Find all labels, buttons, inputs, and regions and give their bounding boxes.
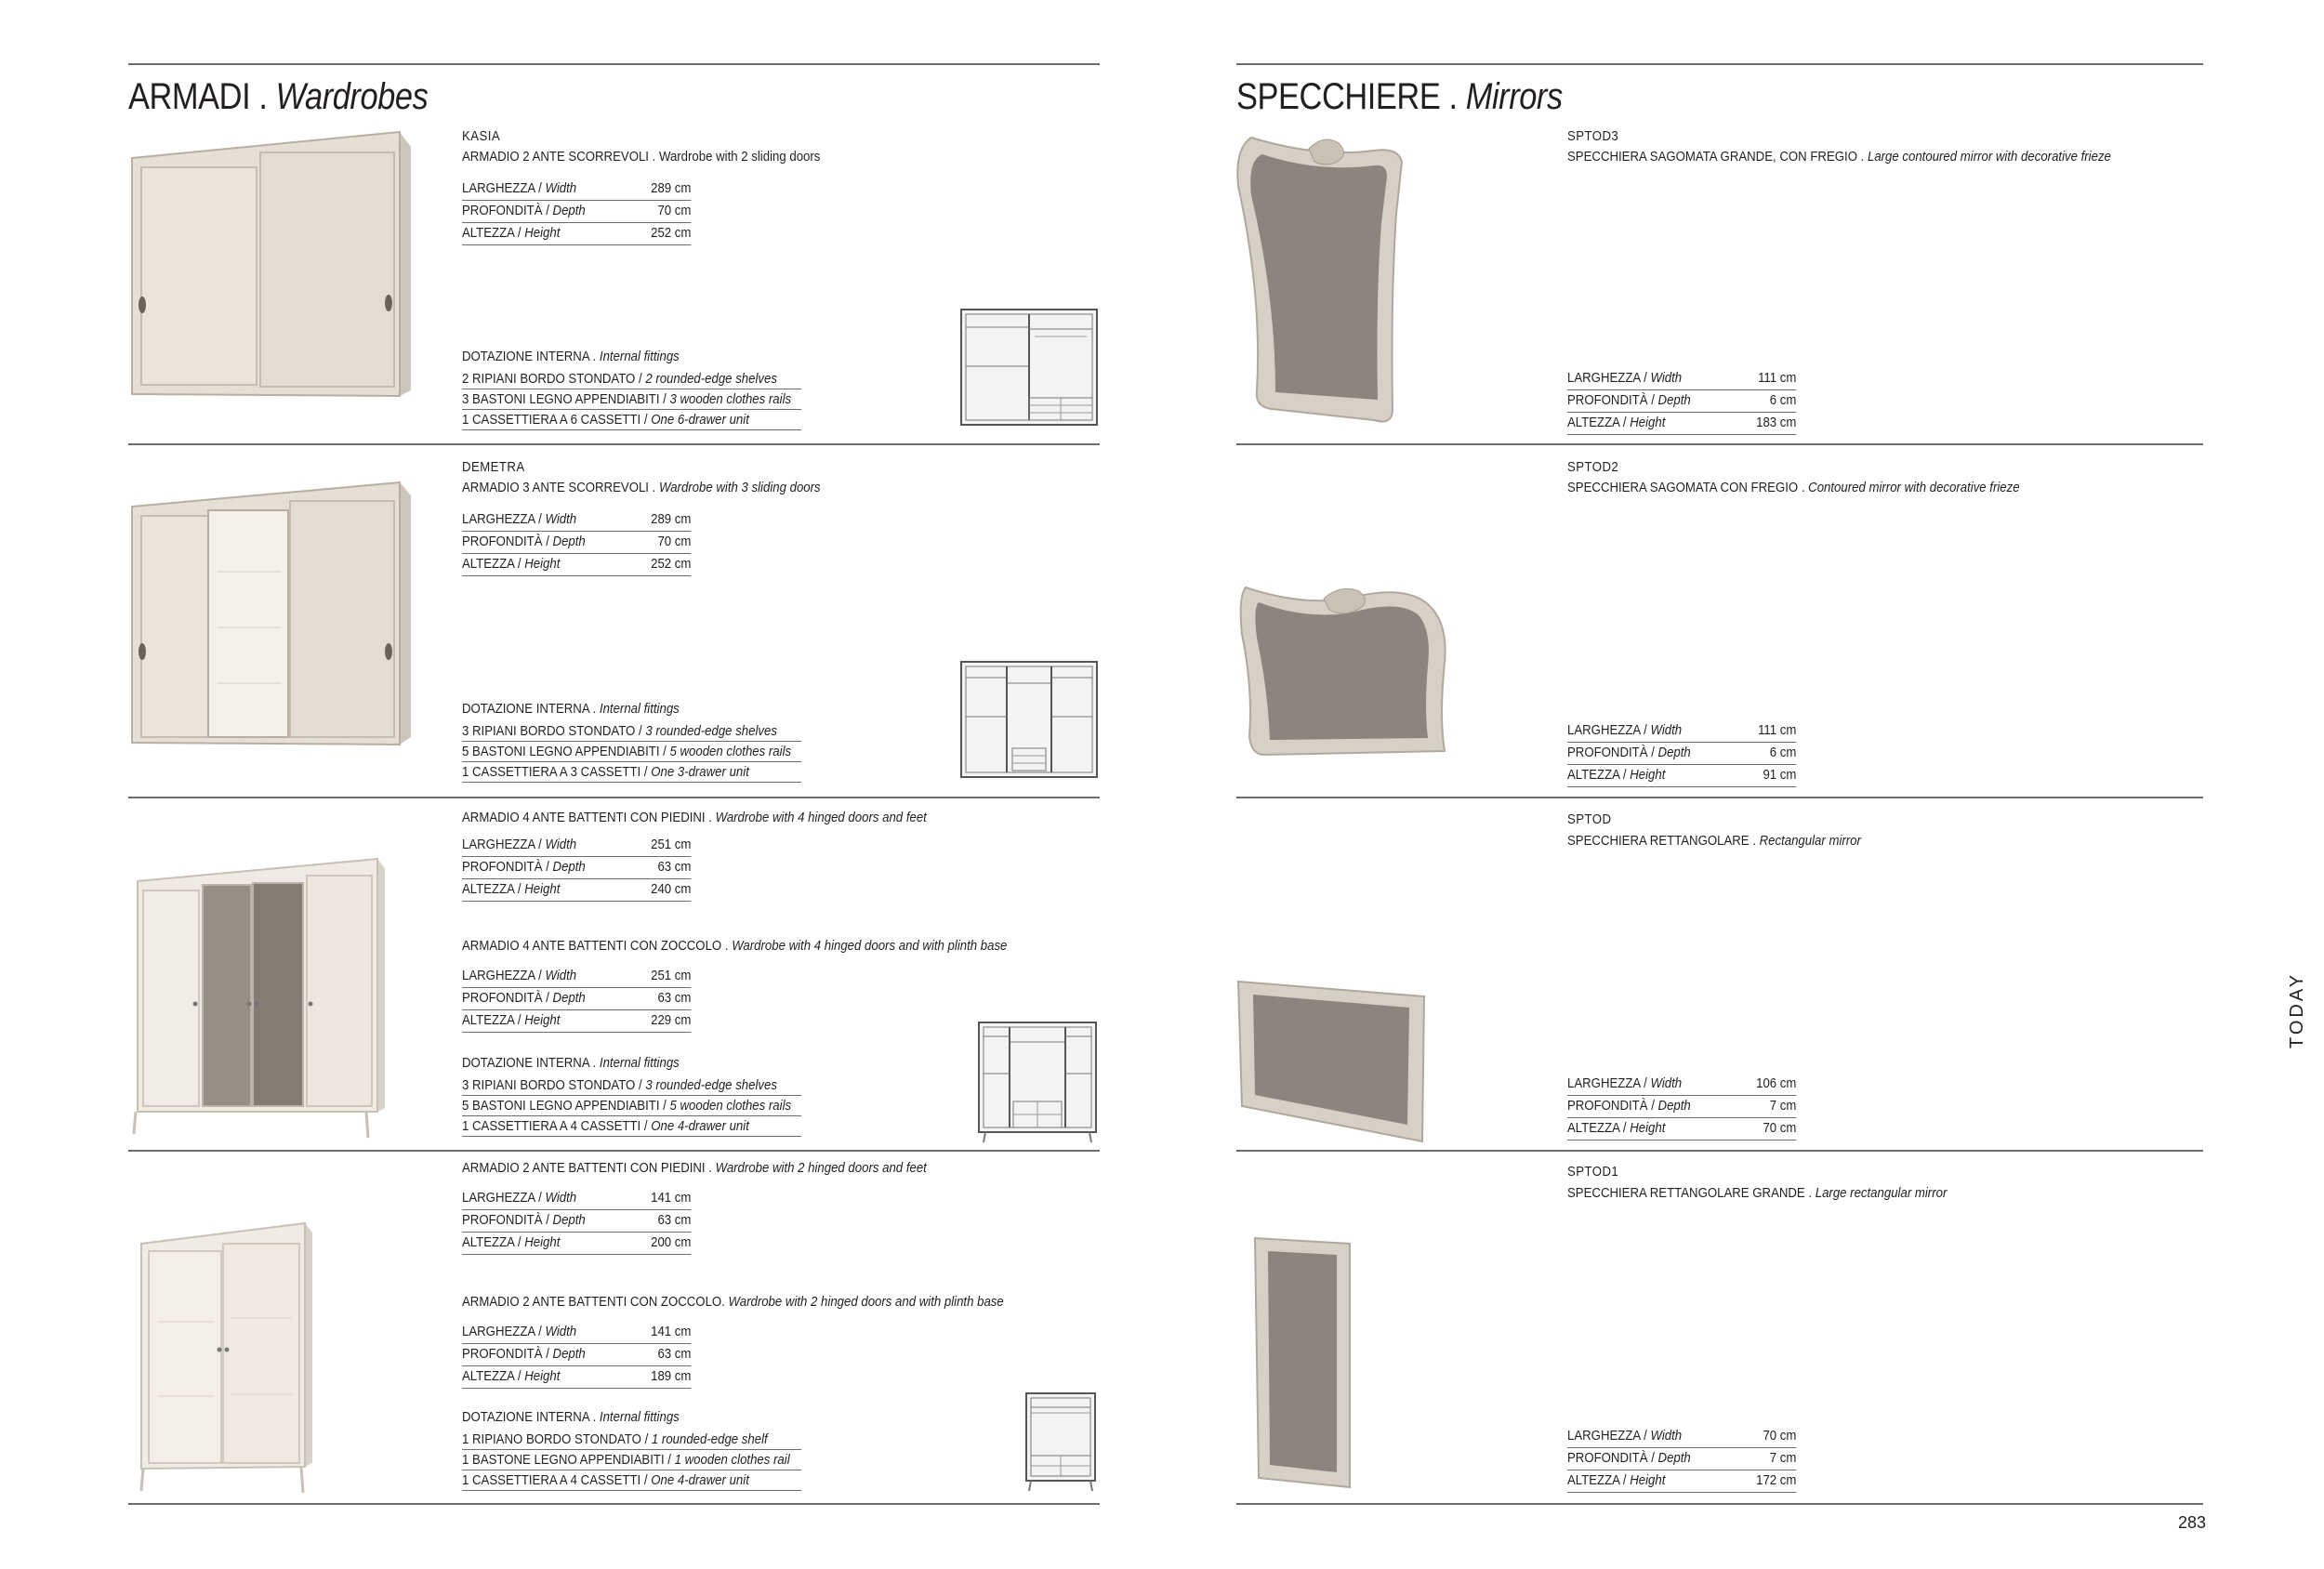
page-number: 283 [2178,1513,2207,1532]
depth-row: PROFONDITÀ / Depth 63 cm [462,988,691,1010]
width-row: LARGHEZZA / Width 289 cm [462,509,691,532]
sptod2-mirror-image [1236,578,1450,762]
width-row: LARGHEZZA / Width 141 cm [462,1188,691,1210]
demetra-dimensions [462,509,691,576]
kasia-fittings [462,345,801,430]
sptod1-description: SPECCHIERA RETTANGOLARE GRANDE . Large rectangular mirror [1567,1185,1948,1201]
height-row: ALTEZZA / Height 91 cm [1567,765,1796,787]
fitting-item: 5 BASTONI LEGNO APPENDIABITI / 5 wooden clothes rails [462,742,801,762]
fitting-item: 3 BASTONI LEGNO APPENDIABITI / 3 wooden clothes rails [462,389,801,410]
fitting-item: 3 RIPIANI BORDO STONDATO / 3 rounded-edge shelves [462,1075,801,1096]
fittings-heading: DOTAZIONE INTERNA . Internal fittings [462,701,680,717]
depth-row: PROFONDITÀ / Depth 70 cm [462,201,691,223]
fitting-item: 1 CASSETTIERA A 4 CASSETTI / One 4-drawer unit [462,1470,801,1491]
width-row: LARGHEZZA / Width 289 cm [462,178,691,201]
sptod2-description: SPECCHIERA SAGOMATA CON FREGIO . Contoured mirror with decorative frieze [1567,480,2020,495]
height-row: ALTEZZA / Height 172 cm [1567,1470,1796,1493]
two-door-interior-diagram [1025,1392,1096,1493]
fitting-item: 1 CASSETTIERA A 4 CASSETTI / One 4-drawer unit [462,1116,801,1137]
fitting-item: 2 RIPIANI BORDO STONDATO / 2 rounded-edge shelves [462,369,801,389]
fittings-heading: DOTAZIONE INTERNA . Internal fittings [462,1055,680,1071]
mirrors-title: SPECCHIERE . Mirrors [1236,76,1563,117]
demetra-fittings [462,697,801,783]
four-door-fittings [462,1051,801,1137]
height-row: ALTEZZA / Height 229 cm [462,1010,691,1033]
depth-row: PROFONDITÀ / Depth 70 cm [462,532,691,554]
demetra-wardrobe-image [128,479,412,748]
height-row: ALTEZZA / Height 252 cm [462,223,691,245]
wardrobe-divider-3 [128,1150,1100,1152]
sptod-code: SPTOD [1567,811,1612,827]
sptod-description: SPECCHIERA RETTANGOLARE . Rectangular mirror [1567,833,1861,849]
width-row: LARGHEZZA / Width 111 cm [1567,368,1796,390]
kasia-code: KASIA [462,128,501,144]
demetra-interior-diagram [960,661,1098,778]
demetra-code: DEMETRA [462,459,525,475]
mirror-divider-3 [1236,1150,2203,1152]
sptod3-mirror-image [1235,130,1409,437]
depth-row: PROFONDITÀ / Depth 63 cm [462,857,691,879]
mirror-divider-2 [1236,797,2203,798]
sptod2-dimensions [1567,720,1796,787]
kasia-dimensions [462,178,691,245]
four-door-plinth-dimensions [462,966,691,1033]
depth-row: PROFONDITÀ / Depth 7 cm [1567,1448,1796,1470]
collection-side-label: TODAY [2287,971,2307,1048]
height-row: ALTEZZA / Height 183 cm [1567,413,1796,435]
top-rule-right [1236,63,2203,65]
width-row: LARGHEZZA / Width 111 cm [1567,720,1796,743]
sptod1-mirror-image [1251,1234,1355,1491]
sptod-mirror-image [1235,978,1430,1145]
fitting-item: 5 BASTONI LEGNO APPENDIABITI / 5 wooden clothes rails [462,1096,801,1116]
demetra-description: ARMADIO 3 ANTE SCORREVOLI . Wardrobe with 3 sliding doors [462,480,821,495]
fitting-item: 3 RIPIANI BORDO STONDATO / 3 rounded-edge shelves [462,721,801,742]
kasia-description: ARMADIO 2 ANTE SCORREVOLI . Wardrobe with 2 sliding doors [462,149,821,165]
wardrobes-title: ARMADI . Wardrobes [128,76,429,117]
kasia-wardrobe-image [128,128,412,398]
wardrobe-divider-2 [128,797,1100,798]
width-row: LARGHEZZA / Width 70 cm [1567,1426,1796,1448]
sptod2-code: SPTOD2 [1567,459,1619,475]
width-row: LARGHEZZA / Width 251 cm [462,966,691,988]
sptod1-code: SPTOD1 [1567,1164,1619,1180]
two-door-plinth-description: ARMADIO 2 ANTE BATTENTI CON ZOCCOLO. Wardrobe with 2 hinged doors and with plinth base [462,1294,1004,1310]
four-door-interior-diagram [978,1022,1097,1144]
fittings-heading: DOTAZIONE INTERNA . Internal fittings [462,349,680,364]
kasia-interior-diagram [960,309,1098,426]
sptod-dimensions [1567,1074,1796,1140]
top-rule-left [128,63,1100,65]
four-door-plinth-description: ARMADIO 4 ANTE BATTENTI CON ZOCCOLO . Wardrobe with 4 hinged doors and with plinth base [462,938,1008,954]
sptod1-dimensions [1567,1426,1796,1493]
height-row: ALTEZZA / Height 70 cm [1567,1118,1796,1140]
height-row: ALTEZZA / Height 240 cm [462,879,691,902]
two-door-wardrobe-image [138,1220,319,1498]
depth-row: PROFONDITÀ / Depth 6 cm [1567,743,1796,765]
width-row: LARGHEZZA / Width 251 cm [462,835,691,857]
depth-row: PROFONDITÀ / Depth 63 cm [462,1344,691,1366]
two-door-plinth-dimensions [462,1322,691,1389]
four-door-feet-description: ARMADIO 4 ANTE BATTENTI CON PIEDINI . Wardrobe with 4 hinged doors and feet [462,810,927,825]
mirror-divider-1 [1236,443,2203,445]
fitting-item: 1 RIPIANO BORDO STONDATO / 1 rounded-edge shelf [462,1430,801,1450]
wardrobe-divider-1 [128,443,1100,445]
fitting-item: 1 CASSETTIERA A 3 CASSETTI / One 3-drawer unit [462,762,801,783]
height-row: ALTEZZA / Height 252 cm [462,554,691,576]
depth-row: PROFONDITÀ / Depth 6 cm [1567,390,1796,413]
mirror-divider-bottom [1236,1503,2203,1505]
height-row: ALTEZZA / Height 189 cm [462,1366,691,1389]
sptod3-code: SPTOD3 [1567,128,1619,144]
four-door-wardrobe-image [132,855,397,1139]
fittings-heading: DOTAZIONE INTERNA . Internal fittings [462,1409,680,1425]
two-door-feet-description: ARMADIO 2 ANTE BATTENTI CON PIEDINI . Wardrobe with 2 hinged doors and feet [462,1160,927,1176]
sptod3-description: SPECCHIERA SAGOMATA GRANDE, CON FREGIO . Large contoured mirror with decorative frieze [1567,149,2111,165]
depth-row: PROFONDITÀ / Depth 63 cm [462,1210,691,1233]
width-row: LARGHEZZA / Width 106 cm [1567,1074,1796,1096]
width-row: LARGHEZZA / Width 141 cm [462,1322,691,1344]
two-door-feet-dimensions [462,1188,691,1255]
sptod3-dimensions [1567,368,1796,435]
wardrobe-divider-bottom [128,1503,1100,1505]
height-row: ALTEZZA / Height 200 cm [462,1233,691,1255]
fitting-item: 1 BASTONE LEGNO APPENDIABITI / 1 wooden clothes rail [462,1450,801,1470]
two-door-fittings [462,1405,801,1491]
depth-row: PROFONDITÀ / Depth 7 cm [1567,1096,1796,1118]
fitting-item: 1 CASSETTIERA A 6 CASSETTI / One 6-drawer unit [462,410,801,430]
four-door-feet-dimensions [462,835,691,902]
